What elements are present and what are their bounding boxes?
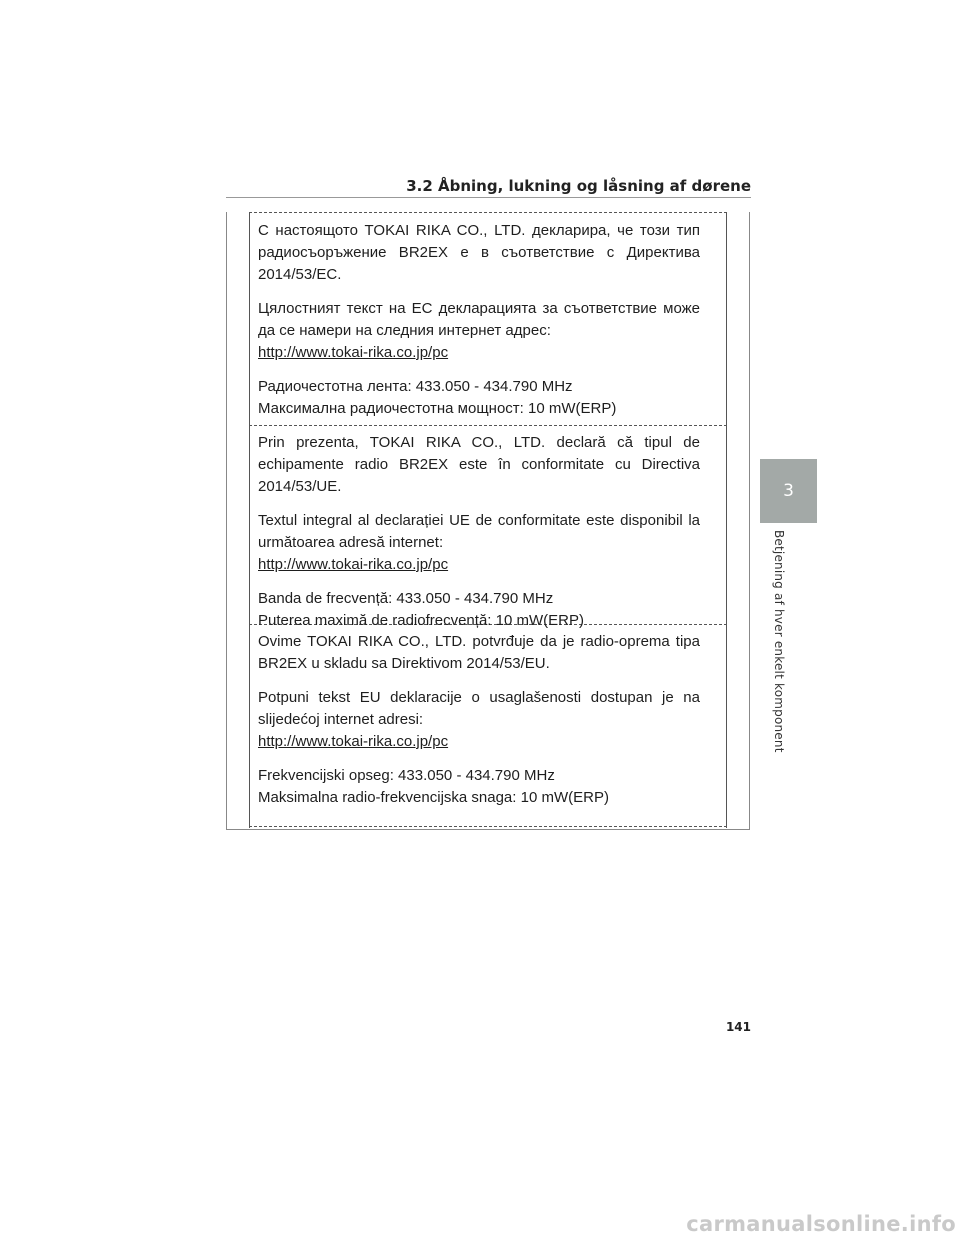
declaration-statement: Prin prezenta, TOKAI RIKA CO., LTD. declară că tipul de echipamente radio BR2EX este în conformitate cu Directiva 2014/53/UE. xyxy=(258,434,700,495)
declaration-link[interactable]: http://www.tokai-rika.co.jp/pc xyxy=(258,556,449,573)
frequency-band: Frekvencijski opseg: 433.050 - 434.790 MHz xyxy=(258,767,555,784)
declaration-text-availability: Potpuni tekst EU deklaracije o usaglašenosti dostupan je na slijedećoj internet adresi: xyxy=(258,689,700,728)
chapter-tab xyxy=(760,459,817,523)
chapter-label: Betjening af hver enkelt komponent xyxy=(772,530,786,753)
declaration-statement: С настоящото TOKAI RIKA CO., LTD. декларира, че този тип радиосъоръжение BR2EX е в съответствие с Директива 2014/53/ЕС. xyxy=(258,222,700,283)
declaration-statement: Ovime TOKAI RIKA CO., LTD. potvrđuje da je radio-oprema tipa BR2EX u skladu sa Direktivom 2014/53/EU. xyxy=(258,633,700,672)
declaration-text-availability: Textul integral al declarației UE de conformitate este disponibil la următoarea adresă internet: xyxy=(258,512,700,551)
max-power: Maksimalna radio-frekvencijska snaga: 10 mW(ERP) xyxy=(258,789,609,806)
declaration-bulgarian xyxy=(258,220,700,420)
section-divider-1 xyxy=(249,425,727,426)
declaration-bosnian xyxy=(258,631,700,809)
max-power: Максимална радиочестотна мощност: 10 mW(ERP) xyxy=(258,400,617,417)
frequency-band: Banda de frecvență: 433.050 - 434.790 MHz xyxy=(258,590,554,607)
declaration-link[interactable]: http://www.tokai-rika.co.jp/pc xyxy=(258,733,449,750)
frequency-band: Радиочестотна лента: 433.050 - 434.790 MHz xyxy=(258,378,573,395)
bottom-dashed-rule xyxy=(249,826,727,827)
declaration-romanian xyxy=(258,432,700,632)
declaration-link[interactable]: http://www.tokai-rika.co.jp/pc xyxy=(258,344,449,361)
chapter-number: 3 xyxy=(783,481,794,501)
declaration-text-availability: Цялостният текст на ЕС декларацията за съответствие може да се намери на следния интернет адрес: xyxy=(258,300,700,339)
top-dashed-rule xyxy=(249,212,727,213)
section-header-title: 3.2 Åbning, lukning og låsning af dørene xyxy=(406,177,751,195)
watermark: carmanualsonline.info xyxy=(686,1212,956,1236)
page-number: 141 xyxy=(725,1020,751,1034)
header-rule xyxy=(226,197,751,198)
max-power: Puterea maximă de radiofrecvență: 10 mW(ERP) xyxy=(258,612,584,629)
